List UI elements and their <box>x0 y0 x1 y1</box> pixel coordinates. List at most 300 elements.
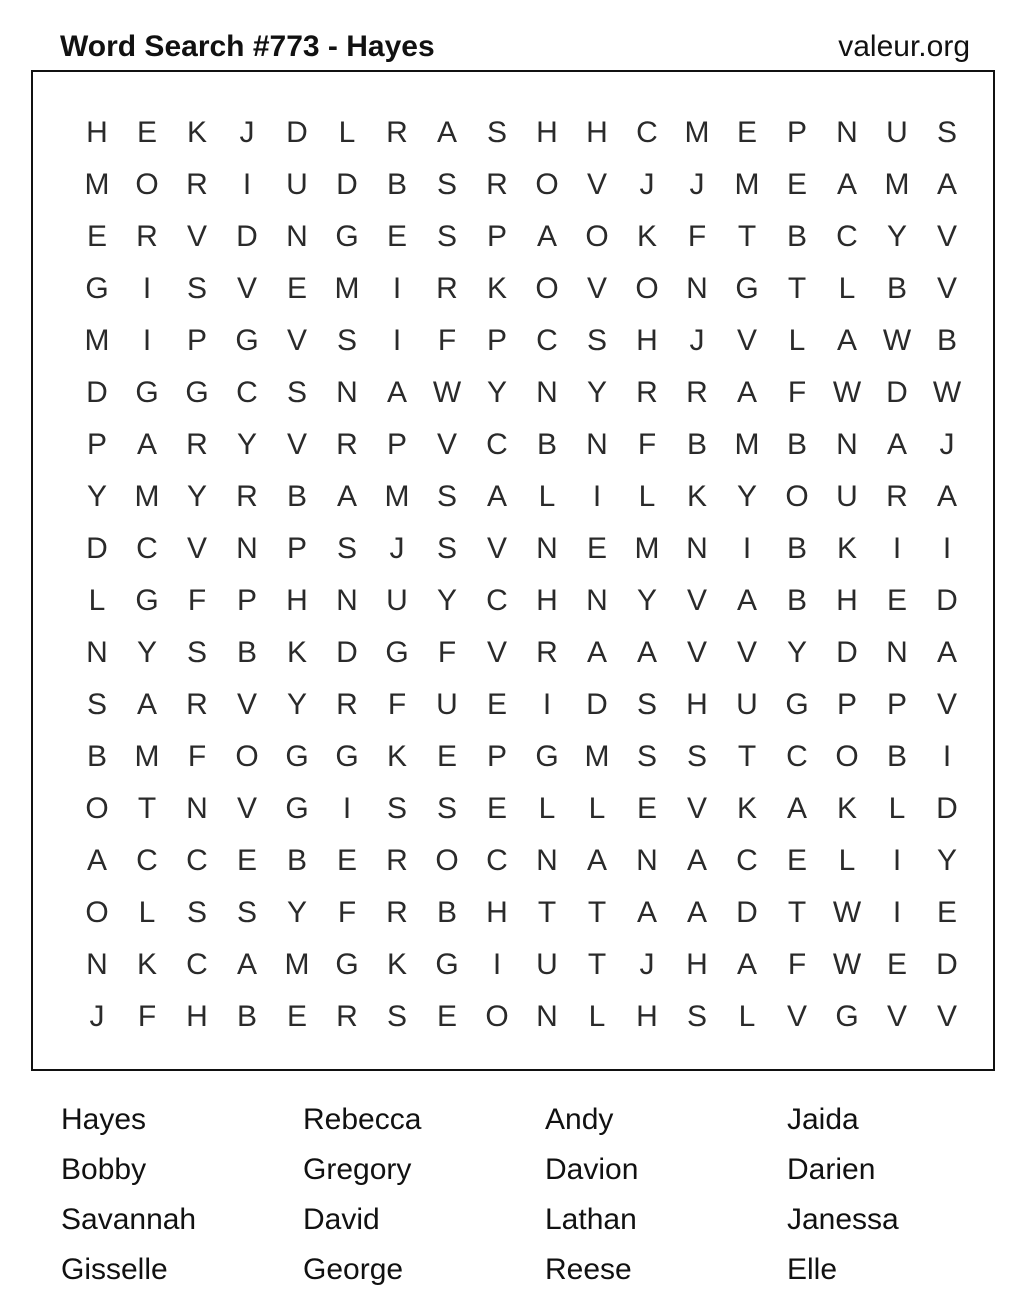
grid-letter: H <box>536 584 558 617</box>
grid-letter: Y <box>236 428 257 461</box>
grid-letter: F <box>437 324 457 357</box>
grid-letter: V <box>236 792 257 825</box>
grid-letter: B <box>236 636 257 669</box>
grid-letter: R <box>486 168 508 201</box>
grid-letter: U <box>386 584 408 617</box>
grid-letter: A <box>686 844 707 877</box>
grid-letter: L <box>538 480 556 513</box>
grid-letter: O <box>535 168 559 201</box>
grid-letter: G <box>535 740 559 773</box>
grid-letter: E <box>386 220 407 253</box>
grid-letter: S <box>386 1000 407 1033</box>
grid-letter: F <box>787 376 807 409</box>
grid-letter: L <box>838 272 856 305</box>
grid-letter: I <box>892 532 902 565</box>
grid-letter: A <box>436 116 457 149</box>
grid-letter: A <box>586 844 607 877</box>
grid-letter: V <box>686 636 707 669</box>
grid-letter: A <box>886 428 907 461</box>
grid-letter: N <box>886 636 908 669</box>
grid-letter: N <box>536 532 558 565</box>
grid-letter: R <box>536 636 558 669</box>
grid-letter: T <box>737 220 757 253</box>
grid-letter: A <box>536 220 557 253</box>
grid-letter: V <box>586 272 607 305</box>
grid-letter: K <box>386 948 407 981</box>
grid-letter: K <box>286 636 307 669</box>
grid-letter: R <box>186 168 208 201</box>
grid-letter: B <box>286 844 307 877</box>
grid-letter: A <box>836 324 857 357</box>
grid-letter: M <box>634 532 660 565</box>
grid-letter: C <box>736 844 758 877</box>
grid-letter: B <box>436 896 457 929</box>
grid-letter: T <box>537 896 557 929</box>
grid-letter: V <box>286 324 307 357</box>
grid-letter: O <box>85 792 109 825</box>
grid-letter: V <box>436 428 457 461</box>
grid-letter: I <box>892 844 902 877</box>
grid-letter: B <box>386 168 407 201</box>
grid-letter: B <box>286 480 307 513</box>
grid-letter: S <box>186 636 207 669</box>
grid-letter: C <box>636 116 658 149</box>
grid-letter: D <box>936 792 958 825</box>
grid-letter: J <box>389 532 405 565</box>
grid-letter: N <box>536 1000 558 1033</box>
grid-letter: P <box>286 532 307 565</box>
grid-letter: N <box>86 636 108 669</box>
grid-letter: R <box>386 844 408 877</box>
grid-letter: V <box>586 168 607 201</box>
grid-letter: I <box>942 740 952 773</box>
grid-letter: L <box>538 792 556 825</box>
grid-letter: I <box>392 324 402 357</box>
grid-letter: V <box>936 1000 957 1033</box>
grid-letter: C <box>136 844 158 877</box>
grid-letter: M <box>884 168 910 201</box>
word-list-item: Elle <box>787 1253 838 1286</box>
grid-letter: C <box>236 376 258 409</box>
grid-letter: Y <box>186 480 207 513</box>
grid-letter: E <box>936 896 957 929</box>
grid-letter: U <box>536 948 558 981</box>
grid-letter: A <box>486 480 507 513</box>
word-list-item: Davion <box>545 1153 639 1186</box>
word-list-item: Jaida <box>787 1103 859 1136</box>
grid-letter: M <box>284 948 310 981</box>
grid-letter: J <box>639 948 655 981</box>
grid-letter: A <box>586 636 607 669</box>
grid-letter: O <box>435 844 459 877</box>
grid-letter: I <box>592 480 602 513</box>
grid-letter: S <box>86 688 107 721</box>
grid-letter: L <box>588 1000 606 1033</box>
grid-letter: P <box>386 428 407 461</box>
grid-letter: Y <box>736 480 757 513</box>
grid-letter: K <box>686 480 707 513</box>
grid-letter: T <box>587 896 607 929</box>
grid-letter: S <box>386 792 407 825</box>
grid-letter: A <box>836 168 857 201</box>
grid-letter: N <box>186 792 208 825</box>
grid-letter: M <box>134 740 160 773</box>
grid-letter: O <box>85 896 109 929</box>
grid-letter: B <box>236 1000 257 1033</box>
grid-letter: W <box>882 324 912 357</box>
grid-letter: E <box>286 272 307 305</box>
grid-letter: K <box>486 272 507 305</box>
grid-letter: B <box>686 428 707 461</box>
word-list-item: Bobby <box>61 1153 147 1186</box>
grid-letter: P <box>236 584 257 617</box>
grid-letter: V <box>936 272 957 305</box>
grid-letter: H <box>186 1000 208 1033</box>
grid-letter: D <box>336 168 358 201</box>
grid-letter: W <box>832 948 862 981</box>
grid-letter: K <box>186 116 207 149</box>
grid-letter: Y <box>136 636 157 669</box>
grid-letter: S <box>586 324 607 357</box>
grid-letter: N <box>236 532 258 565</box>
grid-letter: E <box>236 844 257 877</box>
grid-letter: U <box>736 688 758 721</box>
grid-letter: A <box>136 688 157 721</box>
grid-letter: D <box>836 636 858 669</box>
grid-letter: L <box>788 324 806 357</box>
grid-letter: N <box>536 844 558 877</box>
grid-letter: S <box>186 896 207 929</box>
grid-letter: G <box>785 688 809 721</box>
word-list-item: Janessa <box>787 1203 899 1236</box>
grid-letter: S <box>486 116 507 149</box>
grid-letter: S <box>186 272 207 305</box>
letter-grid <box>72 107 972 1043</box>
grid-letter: V <box>486 636 507 669</box>
grid-letter: A <box>786 792 807 825</box>
word-list-item: Savannah <box>61 1203 197 1236</box>
grid-letter: S <box>436 532 457 565</box>
grid-letter: J <box>939 428 955 461</box>
grid-letter: J <box>689 168 705 201</box>
word-list-item: Gregory <box>303 1153 412 1186</box>
grid-letter: P <box>786 116 807 149</box>
grid-letter: M <box>734 168 760 201</box>
grid-letter: G <box>135 584 159 617</box>
grid-letter: B <box>786 584 807 617</box>
word-list <box>61 1098 1029 1298</box>
grid-letter: A <box>736 948 757 981</box>
grid-letter: D <box>286 116 308 149</box>
grid-letter: S <box>686 740 707 773</box>
grid-letter: J <box>689 324 705 357</box>
grid-letter: T <box>737 740 757 773</box>
grid-letter: Y <box>286 688 307 721</box>
grid-letter: G <box>335 220 359 253</box>
grid-letter: I <box>542 688 552 721</box>
grid-letter: N <box>286 220 308 253</box>
grid-letter: G <box>185 376 209 409</box>
grid-letter: B <box>886 740 907 773</box>
grid-letter: U <box>836 480 858 513</box>
grid-letter: O <box>585 220 609 253</box>
grid-letter: A <box>636 636 657 669</box>
grid-letter: E <box>636 792 657 825</box>
grid-letter: A <box>636 896 657 929</box>
grid-letter: F <box>337 896 357 929</box>
grid-letter: M <box>134 480 160 513</box>
grid-letter: V <box>936 220 957 253</box>
grid-letter: C <box>786 740 808 773</box>
grid-letter: N <box>636 844 658 877</box>
grid-letter: T <box>787 896 807 929</box>
puzzle-title: Word Search #773 - Hayes <box>60 30 435 63</box>
grid-letter: N <box>586 428 608 461</box>
grid-letter: E <box>436 740 457 773</box>
grid-letter: B <box>86 740 107 773</box>
grid-letter: H <box>486 896 508 929</box>
grid-letter: V <box>686 792 707 825</box>
grid-letter: S <box>286 376 307 409</box>
grid-letter: H <box>836 584 858 617</box>
grid-letter: S <box>336 532 357 565</box>
site-name: valeur.org <box>838 30 970 63</box>
grid-letter: Y <box>436 584 457 617</box>
grid-letter: S <box>686 1000 707 1033</box>
grid-letter: S <box>636 740 657 773</box>
grid-letter: T <box>787 272 807 305</box>
grid-letter: T <box>137 792 157 825</box>
grid-letter: N <box>836 428 858 461</box>
grid-letter: H <box>686 688 708 721</box>
grid-letter: D <box>86 376 108 409</box>
grid-letter: Y <box>786 636 807 669</box>
grid-letter: G <box>385 636 409 669</box>
grid-letter: A <box>336 480 357 513</box>
grid-letter: I <box>492 948 502 981</box>
grid-letter: K <box>636 220 657 253</box>
grid-letter: H <box>636 1000 658 1033</box>
grid-letter: I <box>142 324 152 357</box>
grid-letter: F <box>387 688 407 721</box>
grid-letter: P <box>86 428 107 461</box>
grid-letter: Y <box>886 220 907 253</box>
grid-letter: B <box>936 324 957 357</box>
grid-letter: L <box>588 792 606 825</box>
grid-letter: H <box>286 584 308 617</box>
grid-letter: C <box>186 948 208 981</box>
grid-letter: C <box>536 324 558 357</box>
grid-letter: M <box>334 272 360 305</box>
grid-letter: S <box>436 220 457 253</box>
grid-letter: E <box>486 792 507 825</box>
grid-letter: R <box>436 272 458 305</box>
grid-letter: G <box>335 948 359 981</box>
grid-letter: M <box>384 480 410 513</box>
grid-letter: K <box>836 532 857 565</box>
grid-letter: C <box>186 844 208 877</box>
grid-letter: V <box>886 1000 907 1033</box>
grid-letter: I <box>242 168 252 201</box>
grid-letter: O <box>635 272 659 305</box>
grid-letter: E <box>286 1000 307 1033</box>
grid-letter: R <box>336 1000 358 1033</box>
word-list-item: Lathan <box>545 1203 637 1236</box>
grid-letter: Y <box>286 896 307 929</box>
grid-letter: O <box>235 740 259 773</box>
grid-letter: A <box>736 584 757 617</box>
grid-letter: M <box>584 740 610 773</box>
grid-letter: I <box>892 896 902 929</box>
grid-letter: V <box>186 220 207 253</box>
grid-letter: N <box>686 532 708 565</box>
grid-letter: E <box>336 844 357 877</box>
word-list-item: Darien <box>787 1153 876 1186</box>
grid-letter: H <box>636 324 658 357</box>
grid-letter: R <box>336 428 358 461</box>
word-list-item: George <box>303 1253 404 1286</box>
grid-letter: F <box>637 428 657 461</box>
grid-letter: R <box>686 376 708 409</box>
grid-letter: B <box>536 428 557 461</box>
grid-letter: P <box>186 324 207 357</box>
letter-grid-frame <box>31 70 995 1071</box>
grid-letter: E <box>886 584 907 617</box>
grid-letter: I <box>742 532 752 565</box>
grid-letter: C <box>486 584 508 617</box>
grid-letter: O <box>785 480 809 513</box>
grid-letter: G <box>835 1000 859 1033</box>
grid-letter: N <box>686 272 708 305</box>
grid-letter: K <box>136 948 157 981</box>
grid-letter: T <box>587 948 607 981</box>
grid-letter: A <box>86 844 107 877</box>
grid-letter: V <box>736 636 757 669</box>
grid-letter: F <box>687 220 707 253</box>
grid-letter: H <box>536 116 558 149</box>
grid-letter: R <box>186 688 208 721</box>
grid-letter: D <box>936 948 958 981</box>
grid-letter: A <box>936 168 957 201</box>
grid-letter: S <box>236 896 257 929</box>
grid-letter: N <box>536 376 558 409</box>
grid-letter: D <box>736 896 758 929</box>
grid-letter: P <box>886 688 907 721</box>
grid-letter: E <box>786 844 807 877</box>
grid-letter: M <box>84 324 110 357</box>
grid-letter: V <box>936 688 957 721</box>
grid-letter: R <box>336 688 358 721</box>
grid-letter: K <box>736 792 757 825</box>
grid-letter: W <box>832 896 862 929</box>
grid-letter: R <box>386 116 408 149</box>
grid-letter: N <box>836 116 858 149</box>
grid-letter: Y <box>486 376 507 409</box>
grid-letter: G <box>135 376 159 409</box>
grid-letter: A <box>686 896 707 929</box>
grid-letter: P <box>486 220 507 253</box>
grid-letter: G <box>435 948 459 981</box>
grid-letter: O <box>835 740 859 773</box>
grid-letter: L <box>888 792 906 825</box>
grid-letter: D <box>586 688 608 721</box>
grid-letter: N <box>86 948 108 981</box>
grid-letter: I <box>392 272 402 305</box>
word-list-item: Rebecca <box>303 1103 422 1136</box>
grid-letter: B <box>786 428 807 461</box>
grid-letter: S <box>636 688 657 721</box>
grid-letter: L <box>838 844 856 877</box>
grid-letter: H <box>686 948 708 981</box>
grid-letter: M <box>84 168 110 201</box>
grid-letter: R <box>136 220 158 253</box>
grid-letter: Y <box>936 844 957 877</box>
grid-letter: W <box>832 376 862 409</box>
grid-letter: M <box>734 428 760 461</box>
grid-letter: O <box>135 168 159 201</box>
grid-letter: L <box>638 480 656 513</box>
grid-letter: G <box>285 792 309 825</box>
grid-letter: A <box>236 948 257 981</box>
grid-letter: S <box>436 792 457 825</box>
grid-letter: E <box>586 532 607 565</box>
grid-letter: V <box>686 584 707 617</box>
grid-letter: S <box>336 324 357 357</box>
grid-letter: K <box>386 740 407 773</box>
grid-letter: O <box>535 272 559 305</box>
grid-letter: F <box>137 1000 157 1033</box>
grid-letter: W <box>432 376 462 409</box>
grid-letter: V <box>186 532 207 565</box>
grid-letter: B <box>886 272 907 305</box>
grid-letter: L <box>738 1000 756 1033</box>
grid-letter: D <box>886 376 908 409</box>
grid-letter: K <box>836 792 857 825</box>
word-list-item: Hayes <box>61 1103 147 1136</box>
grid-letter: C <box>486 844 508 877</box>
grid-letter: A <box>136 428 157 461</box>
grid-letter: G <box>235 324 259 357</box>
grid-letter: J <box>639 168 655 201</box>
grid-letter: D <box>86 532 108 565</box>
grid-letter: N <box>336 584 358 617</box>
grid-letter: E <box>86 220 107 253</box>
grid-letter: E <box>786 168 807 201</box>
grid-letter: I <box>942 532 952 565</box>
grid-letter: D <box>236 220 258 253</box>
grid-letter: H <box>86 116 108 149</box>
grid-letter: I <box>342 792 352 825</box>
grid-letter: E <box>486 688 507 721</box>
grid-letter: E <box>736 116 757 149</box>
grid-letter: R <box>236 480 258 513</box>
grid-letter: V <box>786 1000 807 1033</box>
grid-letter: F <box>787 948 807 981</box>
grid-letter: U <box>886 116 908 149</box>
grid-letter: N <box>586 584 608 617</box>
grid-letter: F <box>187 740 207 773</box>
grid-letter: W <box>932 376 962 409</box>
grid-letter: C <box>836 220 858 253</box>
grid-letter: R <box>386 896 408 929</box>
word-list-item: David <box>303 1203 380 1236</box>
grid-letter: P <box>836 688 857 721</box>
grid-letter: D <box>936 584 958 617</box>
grid-letter: M <box>684 116 710 149</box>
grid-letter: L <box>338 116 356 149</box>
grid-letter: S <box>436 168 457 201</box>
grid-letter: J <box>239 116 255 149</box>
